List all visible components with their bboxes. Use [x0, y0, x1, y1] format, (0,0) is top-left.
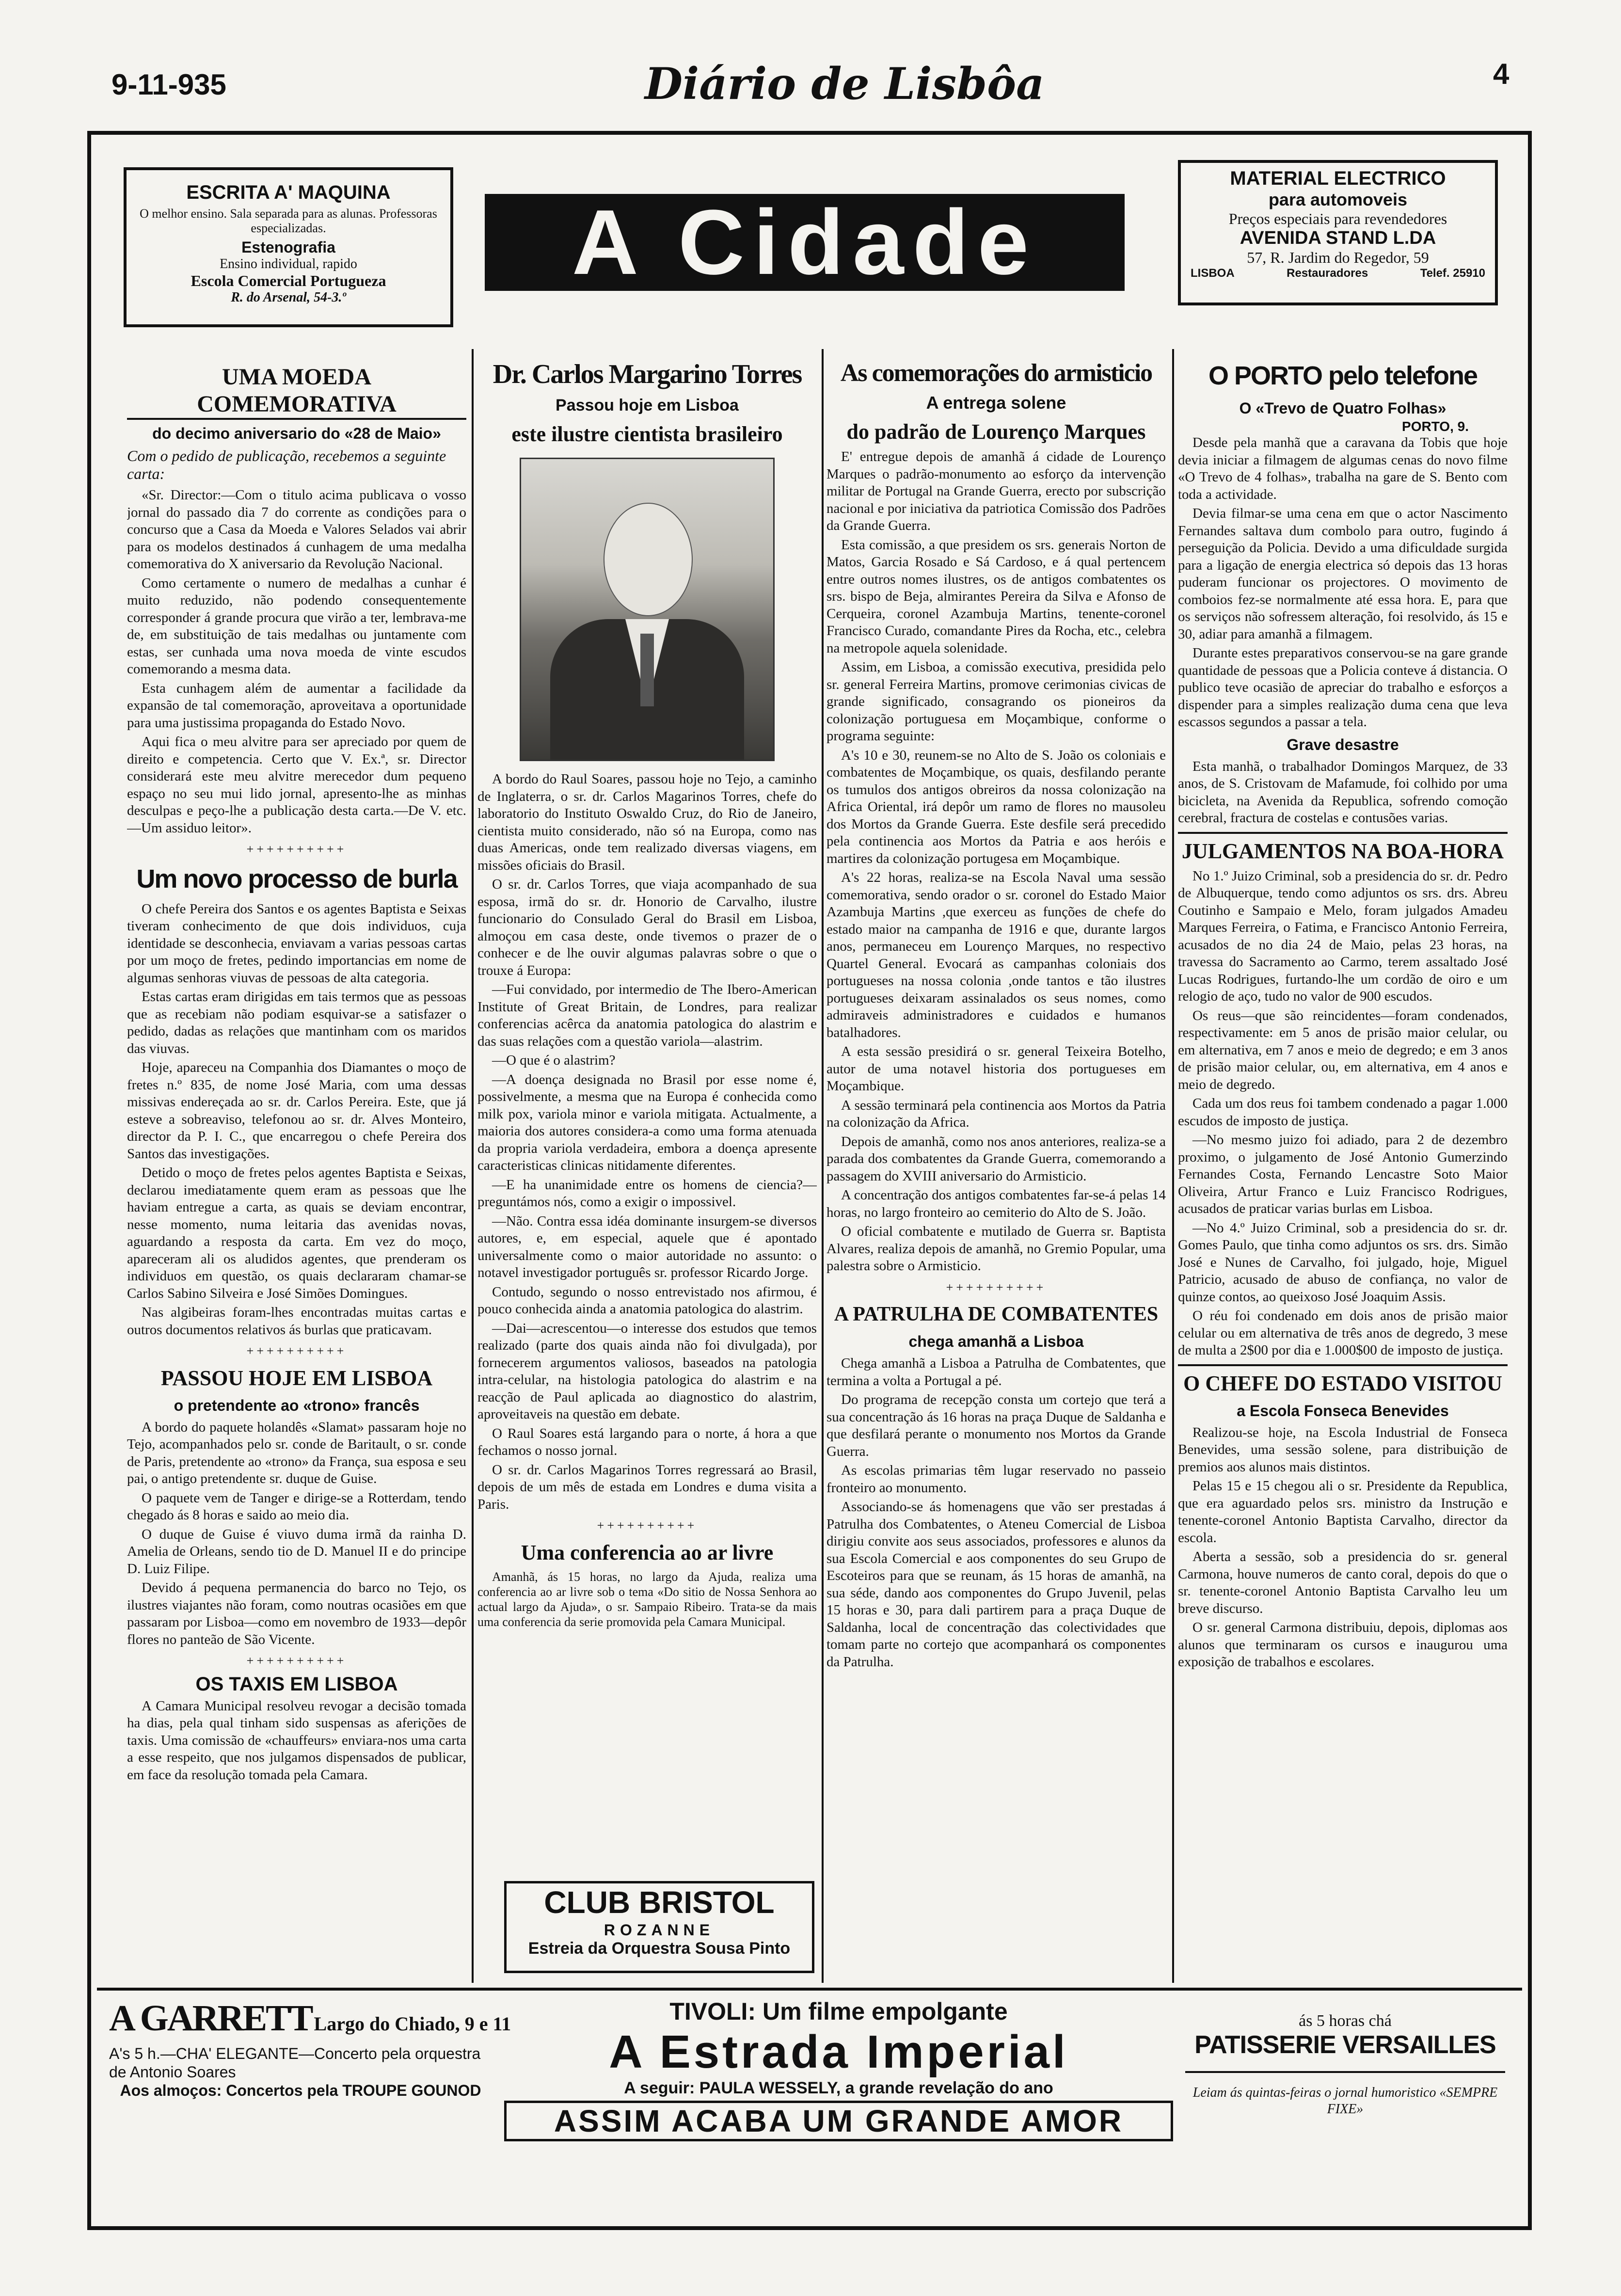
ad-city: LISBOA [1191, 267, 1235, 280]
ad-tivoli-line-1: TIVOLI: Um filme empolgante [669, 1998, 1008, 2025]
ad-tivoli-title: A Estrada Imperial [609, 2026, 1068, 2078]
ad-versailles [1185, 2012, 1505, 2157]
paragraph: A bordo do paquete holandês «Slamat» passaram hoje no Tejo, acompanhados pelo sr. conde de Baritault, o sr. conde de Paris, pretendente ao «trono» da França, sua esposa e seu pai, o antigo pretendente sr. duque de Guise. [127, 1419, 466, 1486]
paragraph: E' entregue depois de amanhã á cidade de Lourenço Marques o padrão-monumento ao esforço da intervenção militar de Portugal na Grande Guerra, erecto por subscrição nacional e por iniciativa da patriotica Comissão dos Padrões da Grande Guerra. [826, 449, 1166, 533]
paragraph: O réu foi condenado em dois anos de prisão maior celular ou em alternativa de três anos de degredo, 3 mese de multa a 2$00 por dia e 1.000$00 de imposto de justiça. [1178, 1308, 1508, 1358]
ad-text-2: Ensino individual, rapido [220, 256, 357, 271]
dateline: PORTO, 9. [1402, 419, 1469, 434]
ad-garrett [109, 1997, 511, 2157]
paragraph: Assim, em Lisboa, a comissão executiva, presidida pelo sr. general Ferreira Martins, promove cerimonias civicas de grande significado, consagrando os pioneiros da colonização portuguesa em Moçambique, conforme o programa seguinte: [826, 659, 1166, 744]
ad-garrett-name: A GARRETT [109, 1998, 312, 2039]
ad-garrett-line-1: A's 5 h.—CHA' ELEGANTE—Concerto pela orquestra de Antonio Soares [109, 2045, 481, 2081]
paragraph: O sr. general Carmona distribuiu, depois, diplomas aos alunos que terminaram os cursos e inaugurou uma exposição de trabalhos e escolares. [1178, 1620, 1508, 1670]
ad-company: AVENIDA STAND L.DA [1240, 228, 1436, 248]
ad-subtitle: Estenografia [241, 239, 335, 256]
issue-date: 9-11-935 [111, 68, 226, 101]
footer-note: Leiam ás quintas-feiras o jornal humoristico «SEMPRE FIXE» [1192, 2085, 1498, 2117]
intro-coin: Com o pedido de publicação, recebemos a seguinte carta: [127, 447, 446, 482]
headline-pretender: PASSOU HOJE EM LISBOA [160, 1366, 433, 1390]
paragraph: Pelas 15 e 15 chegou ali o sr. Presidente da Republica, que era aguardado pelos srs. ministro da Instrução e tenente-coronel Antonio Baptista Carvalho, director da escola. [1178, 1478, 1508, 1546]
column-rule [472, 349, 474, 1983]
page-number: 4 [1493, 58, 1510, 90]
headline-taxis: OS TAXIS EM LISBOA [195, 1673, 398, 1695]
paragraph: O paquete vem de Tanger e dirige-se a Rotterdam, tendo chegado ás 8 horas e saido ao meio dia. [127, 1490, 466, 1523]
paragraph: O duque de Guise é viuvo duma irmã da rainha D. Amelia de Orleans, sendo tio de D. Manuel II e do principe D. Luiz Filipe. [127, 1526, 466, 1577]
paragraph: O Raul Soares está largando para o norte, á hora a que fechamos o nosso jornal. [477, 1425, 817, 1458]
photo-face [604, 503, 693, 616]
subhead-porto: O «Trevo de Quatro Folhas» [1239, 399, 1446, 417]
subhead-armistice-2: do padrão de Lourenço Marques [846, 420, 1146, 444]
paragraph: Cada um dos reus foi tambem condenado a pagar 1.000 escudos de imposto de justiça. [1178, 1096, 1508, 1129]
paragraph: A's 10 e 30, reunem-se no Alto de S. João os coloniais e combatentes de Moçambique, os quais, desfilando perante os tumulos dos antigos obreiros da nossa colonização na Africa Oriental, irá depôr um ramo de flores no mausoleu dos Mortos da Grande Guerra. Este desfile será precedido pela continencia aos Mortos da Patria e aos heróis e martires da colonização portugesa em Moçambique. [826, 747, 1166, 866]
paragraph: A esta sessão presidirá o sr. general Teixeira Botelho, autor de uma notavel historia dos portugueses em Moçambique. [826, 1044, 1166, 1094]
ad-address: R. do Arsenal, 54-3.º [231, 290, 346, 305]
paragraph: Associando-se ás homenagens que vão ser prestadas á Patrulha dos Combatentes, o Ateneu Comercial de Lisboa dirigiu convite aos seus associados, professores e alunos da sua Escola Comercial e aos componentes do seu Grupo de Escoteiros para que se reunam, ás 15 horas de amanhã, na sua séde, dando aos componentes do Grupo Juvenil, pelas 15 horas e 30, para dali partirem para a praça Duque de Saldanha, local de concentração das colectividades que tomam parte no cortejo que acompanhará os componentes da Patrulha. [826, 1499, 1166, 1670]
paragraph: Contudo, segundo o nosso entrevistado nos afirmou, é pouco conhecida ainda a anatomia patologica do alastrim. [477, 1284, 817, 1317]
headline-coin: UMA MOEDA COMEMORATIVA [127, 364, 466, 420]
paragraph: A concentração dos antigos combatentes far-se-á pelas 14 horas, no largo fronteiro ao cemiterio do Alto de S. João. [826, 1187, 1166, 1220]
separator: ++++++++++ [946, 1280, 1047, 1294]
headline-trials: JULGAMENTOS NA BOA-HORA [1178, 832, 1508, 865]
paragraph: O oficial combatente e mutilado de Guerra sr. Baptista Alvares, realiza depois de amanhã, no Gremio Popular, uma palestra sobre o Armisticio. [826, 1224, 1166, 1274]
headline-fraud: Um novo processo de burla [136, 864, 457, 893]
headline-armistice: As comemorações do armisticio [840, 359, 1152, 387]
separator: ++++++++++ [246, 1344, 347, 1358]
paragraph: Nas algibeiras foram-lhes encontradas muitas cartas e outros documentos relativos ás burlas que praticavam. [127, 1305, 466, 1338]
paragraph: Hoje, apareceu na Companhia dos Diamantes o moço de fretes n.º 835, de nome José Maria, com uma dessas missivas endereçada ao sr. dr. Carlos Pereira. Este, que já esteve a sobreaviso, telefonou ao sr. dr. Alves Monteiro, director da P. I. C., que encarregou o chefe Pereira dos Santos das investigações. [127, 1060, 466, 1162]
column-4 [1178, 359, 1508, 1968]
ad-versailles-line-1: ás 5 horas chá [1299, 2012, 1392, 2030]
paragraph: Durante estes preparativos conservou-se na gare grande quantidade de pessoas que a Policia conteve á distancia. O publico teve ocasião de apreciar do trabalho e esforços a dispender para a simples realização duma cena que leva escassos segundos a passar a tela. [1178, 645, 1508, 730]
subhead-armistice: A entrega solene [926, 393, 1066, 413]
paragraph: Aqui fica o meu alvitre para ser apreciado por quem de direito e competencia. Certo que V. Ex.ª, sr. Director considerará este meu alvitre merecedor dum pequeno espaço no seu mui lido jornal, apresento-lhe as minhas desculpas e peço-lhe a publicação desta carta.—De V. etc.—Um assiduo leitor». [127, 734, 466, 836]
paragraph: Esta cunhagem além de aumentar a facilidade da expansão de tal comemoração, aproveitava a oportunidade para uma justissima propaganda do Estado Novo. [127, 680, 466, 731]
paragraph: Devido á pequena permanencia do barco no Tejo, os ilustres viajantes não foram, como noutras ocasiões em que passaram por Lisboa—como em novembro de 1933—depôr flores no panteão de São Vicente. [127, 1580, 466, 1647]
separator: ++++++++++ [246, 1654, 347, 1668]
separator: ++++++++++ [246, 842, 347, 856]
paragraph: —Dai—acrescentou—o interesse dos estudos que temos realizado (parte dos quais ainda não foi divulgada), por fornecerem argumentos valiosos, baseados na patologia intra-celular, na histologia patologica do alastrim e na reacção de Paul aplicada ao diagnostico do alastrim, aproveitaveis na questão em debate. [477, 1320, 817, 1422]
ad-title: MATERIAL ELECTRICO [1230, 168, 1446, 189]
ad-title: ESCRITA A' MAQUINA [186, 182, 391, 203]
paragraph: —No 4.º Juizo Criminal, sob a presidencia do sr. dr. Gomes Paulo, que tinha como adjuntos os srs. drs. Simão José e Nunes de Carvalho, foi julgado, hoje, Miguel Patricio, acusado de abuso de confiança, no valor de quinze contos, ao queixoso José Joaquim Assis. [1178, 1220, 1508, 1305]
subhead-head-of-state: a Escola Fonseca Benevides [1237, 1402, 1449, 1419]
subhead-coin: do decimo aniversario do «28 de Maio» [152, 425, 441, 442]
paragraph: Realizou-se hoje, na Escola Industrial de Fonseca Benevides, uma sessão solene, para distribuição de premios aos alunos mais distintos. [1178, 1424, 1508, 1475]
paragraph: Devia filmar-se uma cena em que o actor Nascimento Fernandes saltava dum combolo para outro, fugindo á perseguição da Policia. Devido a uma dificuldade surgida para a ligação de energia electrica só depois das 13 horas puderam funcionar os projectores. O movimento de comboios fez-se normalmente até essa hora. E, para que os serviços não sofressem alteração, foi resolvido, ás 15 e 30, adiar para amanhã a filmagem. [1178, 506, 1508, 642]
paragraph: O chefe Pereira dos Santos e os agentes Baptista e Seixas tiveram conhecimento de que dois individuos, cuja identidade se desconhecia, enviavam a varias pessoas cartas por um moço de fretes, pedindo importancias em nome de algumas senhoras viuvas de pessoas de alta categoria. [127, 901, 466, 986]
ad-school-name: Escola Comercial Portugueza [191, 272, 386, 289]
paragraph: —E ha unanimidade entre os homens de ciencia?—preguntámos nós, como a exigir o impossivel. [477, 1177, 817, 1210]
ad-club-bristol [504, 1881, 814, 1973]
ad-tivoli-line-2: A seguir: PAULA WESSELY, a grande revelação do ano [624, 2079, 1053, 2097]
separator: ++++++++++ [597, 1518, 698, 1532]
section-masthead: A Cidade [485, 194, 1125, 291]
ad-versailles-name: PATISSERIE VERSAILLES [1194, 2031, 1496, 2059]
ad-text: Preços especiais para revendedores [1228, 210, 1447, 227]
paragraph: Como certamente o numero de medalhas a cunhar é muito reduzido, não podendo consequentemente corresponder á grande procura que virão a ter, lembrava-me de, em substituição de tais medalhas ou juntamente com estas, ser cunhada uma nova moeda de vinte escudos comemorando a mesma data. [127, 575, 466, 677]
paragraph: Estas cartas eram dirigidas em tais termos que as pessoas que as recebiam não podiam esquivar-se a satisfazer o pedido, dadas as relações que mantinham com os maridos das viuvas. [127, 989, 466, 1056]
paragraph: Os reus—que são reincidentes—foram condenados, respectivamente: em 5 anos de prisão maior celular, ou em alternativa, em 7 anos e meio de degredo; e em 3 anos de prisão maior celular, ou, em alternativa, em 4 anos e meio de degredo. [1178, 1007, 1508, 1092]
paragraph: Esta manhã, o trabalhador Domingos Marquez, de 33 anos, de S. Cristovam de Mafamude, foi colhido por uma bicicleta, na Avenida da Republica, sofrendo comoção cerebral, fractura de costelas e contusões varias. [1178, 758, 1508, 826]
ad-subtitle: para automoveis [1268, 190, 1408, 209]
ad-extra: Restauradores [1287, 267, 1368, 280]
column-rule [822, 349, 824, 1983]
paragraph: Chega amanhã a Lisboa a Patrulha de Combatentes, que termina a volta a Portugal a pé. [826, 1355, 1166, 1388]
ad-club-sub: ROZANNE [604, 1921, 715, 1939]
ad-electrical [1178, 160, 1498, 305]
column-2 [477, 359, 817, 1852]
subhead-patrol: chega amanhã a Lisboa [908, 1333, 1084, 1350]
paragraph: Esta comissão, a que presidem os srs. generais Norton de Matos, Garcia Rosado e Sá Cardoso, e á qual pertencem entre outros nomes ilustres, os de antigos combatentes os srs. bispo de Beja, almirantes Pereira da Silva e Afonso de Cerqueira, coronel Azambuja Martins, tenente-coronel Francisco Curado, comandante Pires da Rocha, etc., celebra na metropole aquela solenidade. [826, 537, 1166, 656]
subhead-torres: Passou hoje em Lisboa [556, 396, 739, 415]
ad-club-line: Estreia da Orquestra Sousa Pinto [528, 1939, 791, 1958]
ad-tivoli-title-2: ASSIM ACABA UM GRANDE AMOR [504, 2101, 1173, 2141]
headline-accident: Grave desastre [1287, 735, 1399, 753]
subhead-torres-2: este ilustre cientista brasileiro [511, 422, 783, 446]
headline-head-of-state: O CHEFE DO ESTADO VISITOU [1178, 1364, 1508, 1397]
paragraph: O sr. dr. Carlos Magarinos Torres regressará ao Brasil, depois de um mês de estada em Londres e duma visita a Paris. [477, 1462, 817, 1512]
paragraph: A's 22 horas, realiza-se na Escola Naval uma sessão comemorativa, sendo orador o sr. coronel do Estado Maior Azambuja Martins ,que exerceu as funções de chefe do estado maior na campanha de 1916 e que, durante largos anos, permaneceu em Lourenço Marques, no respectivo Quartel General. Evocará as campanhas coloniais dos portugueses na nossa colonia ,onde tantos e tão ilustres portugueses deixaram assinalados os seus nomes, como admiraveis administradores e cuidados e humanos batalhadores. [826, 870, 1166, 1040]
paragraph: —No mesmo juizo foi adiado, para 2 de dezembro proximo, o julgamento de José Antonio Gumerzindo Fernandes Costa, Fernando Lencastre Soto Maior Oliveira, Artur Franco e Luiz Francisco Rodrigues, acusados de praticar varias burlas em Lisboa. [1178, 1132, 1508, 1216]
paragraph: —Fui convidado, por intermedio de The Ibero-American Institute of Great Britain, de Londres, para realizar conferencias acêrca da anatomia patologica do alastrim e das suas relações com a questão variola—alastrim. [477, 982, 817, 1049]
paragraph: Detido o moço de fretes pelos agentes Baptista e Seixas, declarou imediatamente quem eram as pessoas que lhe haviam entregue a carta, as quais se deviam encontrar, nesse momento, numa leitaria das avenidas novas, aguardando a resposta da carta. Em vez do moço, apareceram ali os aludidos agentes, que prenderam os individuos em questão, os quais declararam chamar-se Carlos Sabino Silveira e José Simões Domingues. [127, 1165, 466, 1301]
headline-torres: Dr. Carlos Margarino Torres [493, 359, 802, 389]
ad-phone: Telef. 25910 [1420, 267, 1485, 280]
photo-tie [640, 634, 654, 706]
ad-typing-school [124, 167, 453, 327]
paragraph: —A doença designada no Brasil por esse nome é, possivelmente, a mesma que na Europa é conhecida como milk pox, variola minor e variola mitigata. Actualmente, a maioria dos autores considera-a como uma forma atenuada da propria variola verdadeira, embora a doença apresente caracteristicas clinicas nitidamente diferentes. [477, 1071, 817, 1173]
paragraph: As escolas primarias têm lugar reservado no passeio fronteiro ao monumento. [826, 1463, 1166, 1496]
portrait-photo [520, 458, 775, 761]
paragraph: —Não. Contra essa idéa dominante insurgem-se diversos autores, e, em especial, aquele que é apontado universalmente como o maior autoridade no assunto: o notavel investigador português sr. professor Ricardo Jorge. [477, 1213, 817, 1280]
headline-patrol: A PATRULHA DE COMBATENTES [834, 1303, 1159, 1325]
ad-garrett-line-2: Aos almoços: Concertos pela TROUPE GOUNOD [120, 2082, 481, 2099]
paragraph: A bordo do Raul Soares, passou hoje no Tejo, a caminho de Inglaterra, o sr. dr. Carlos Magarinos Torres, chefe do laboratorio do Instituto Oswaldo Cruz, do Rio de Janeiro, cientista muito considerado, não só na Europa, como nas duas Americas, onde tem realizado diversas viagens, em missões oficiais do Brasil. [477, 771, 817, 873]
ad-text: O melhor ensino. Sala separada para as alunas. Professoras especializadas. [140, 207, 437, 235]
paragraph: No 1.º Juizo Criminal, sob a presidencia do sr. dr. Pedro de Albuquerque, tendo como adjuntos os srs. drs. Abreu Coutinho e Sampaio e Melo, foram julgados Amadeu Marques Ferreira, o Fatima, e Francisco Antonio Ferreira, acusados de no dia 24 de Maio, pelas 23 horas, na travessa do Sacramento ao Carmo, terem assaltado José Lucas Rodrigues, furtando-lhe um cordão de oiro e um relogio de aço, tudo no valor de 900 escudos. [1178, 868, 1508, 1004]
paragraph: Depois de amanhã, como nos anos anteriores, realiza-se a parada dos combatentes da Grande Guerra, comemorando a passagem do XVIII aniversario do Armisticio. [826, 1133, 1166, 1184]
paragraph: «Sr. Director:—Com o titulo acima publicava o vosso jornal do passado dia 7 do corrente as condições para o concurso que a Casa da Moeda e Valores Selados vai abrir para os modelos destinados á cunhagem de uma medalha comemorativa do X aniversario da Revolução Nacional. [127, 487, 466, 572]
paragraph: Do programa de recepção consta um cortejo que terá a sua concentração ás 16 horas na praça Duque de Saldanha e que desfilará perante o monumento nos Mortos da Grande Guerra. [826, 1392, 1166, 1459]
column-3 [826, 359, 1166, 1852]
column-1 [127, 359, 466, 1988]
ad-divider [1185, 2071, 1505, 2073]
ad-club-name: CLUB BRISTOL [544, 1885, 775, 1920]
headline-conference: Uma conferencia ao ar livre [521, 1540, 774, 1564]
ad-garrett-address: Largo do Chiado, 9 e 11 [314, 2013, 511, 2035]
paragraph: Amanhã, ás 15 horas, no largo da Ajuda, realiza uma conferencia ao ar livre sob o tema «Do sitio de Nossa Senhora ao actual largo da Ajuda», o sr. Sampaio Ribeiro. Trata-se da mais uma conferencia da serie promovida pela Camara Municipal. [477, 1569, 817, 1629]
paragraph: O sr. dr. Carlos Torres, que viaja acompanhado de sua esposa, irmã do sr. dr. Honorio de Carvalho, ilustre funcionario do Consulado Geral do Brasil em Lisboa, almoçou em casa deste, onde tivemos o prazer de o conhecer e de lhe ouvir algumas palavras sobre o que o trouxe á Europa: [477, 877, 817, 978]
bottom-rule [97, 1988, 1522, 1991]
newspaper-title: Diário de Lisbôa [645, 58, 1045, 110]
ad-address: 57, R. Jardim do Regedor, 59 [1247, 249, 1429, 266]
paragraph: Aberta a sessão, sob a presidencia do sr. general Carmona, houve numeros de canto coral, depois do que o sr. tenente-coronel Antonio Baptista Carvalho leu um breve discurso. [1178, 1549, 1508, 1616]
headline-porto: O PORTO pelo telefone [1208, 361, 1478, 390]
paragraph: A sessão terminará pela continencia aos Mortos da Patria na colonização da Africa. [826, 1097, 1166, 1130]
column-rule [1172, 349, 1174, 1983]
subhead-pretender: o pretendente ao «trono» francês [174, 1396, 420, 1414]
ad-tivoli [499, 1997, 1178, 2157]
paragraph: —O que é o alastrim? [492, 1052, 616, 1068]
paragraph: Desde pela manhã que a caravana da Tobis que hoje devia iniciar a filmagem de algumas cenas do novo filme «O Trevo de 4 folhas», trabalha na gare de S. Bento com toda a actividade. [1178, 435, 1508, 502]
paragraph: A Camara Municipal resolveu revogar a decisão tomada ha dias, pela qual tinham sido suspensas as aferições de taxis. Uma comissão de «chauffeurs» enviara-nos uma carta a esse respeito, que nos julgamos dispensados de publicar, em face da resolução tomada pela Camara. [127, 1698, 466, 1783]
